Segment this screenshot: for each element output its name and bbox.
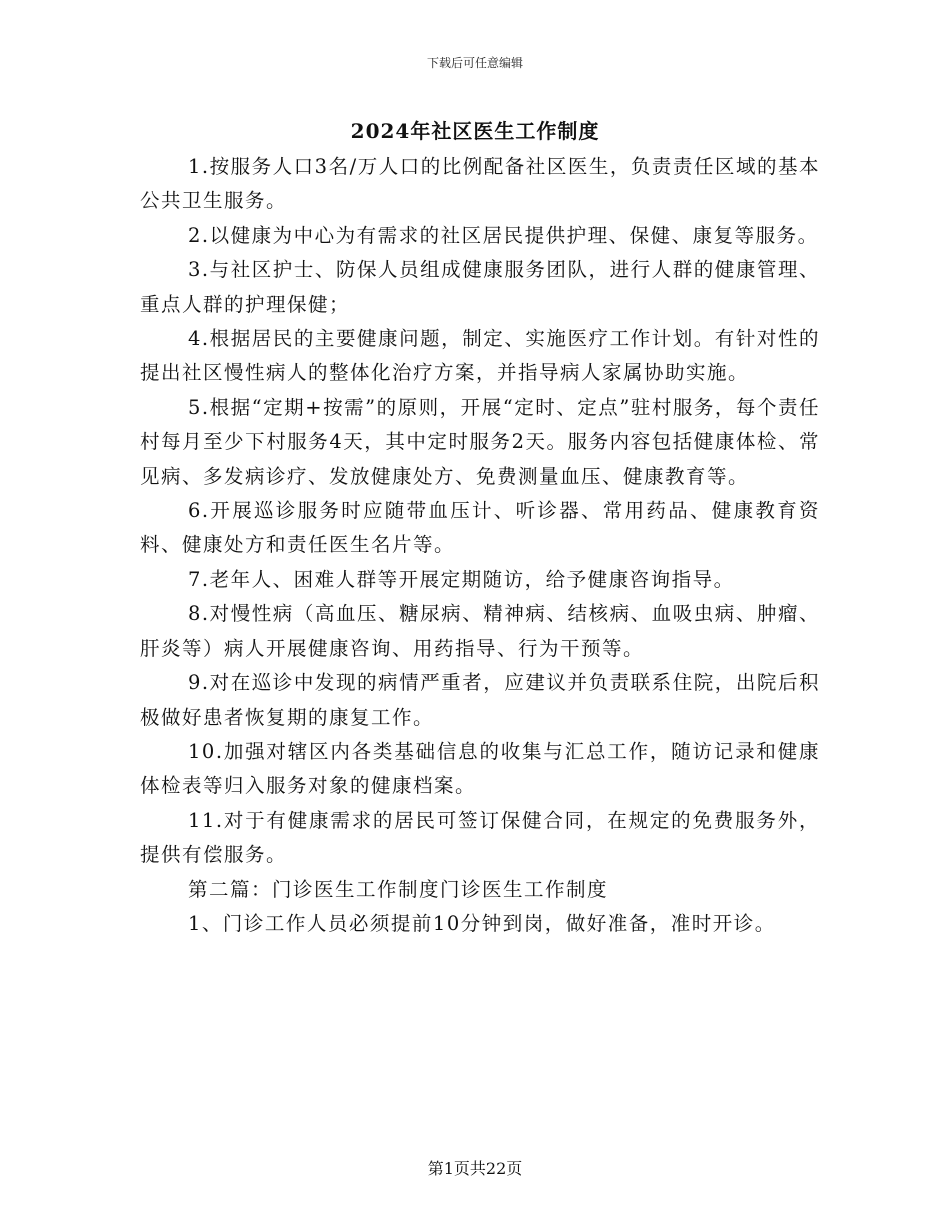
paragraph: 10.加强对辖区内各类基础信息的收集与汇总工作，随访记录和健康体检表等归入服务对象的健康档案。 [140,739,820,798]
paragraph: 1、门诊工作人员必须提前10分钟到岗，做好准备，准时开诊。 [188,911,776,935]
section-heading: 第二篇：门诊医生工作制度门诊医生工作制度 [188,877,609,901]
paragraph: 11.对于有健康需求的居民可签订保健合同，在规定的免费服务外，提供有偿服务。 [140,808,820,867]
document-title: 2024年社区医生工作制度 [350,119,600,143]
paragraph: 7.老年人、困难人群等开展定期随访，给予健康咨询指导。 [188,567,735,591]
paragraph: 4.根据居民的主要健康问题，制定、实施医疗工作计划。有针对性的提出社区慢性病人的整体化治疗方案，并指导病人家属协助实施。 [140,327,820,385]
paragraph: 6.开展巡诊服务时应随带血压计、听诊器、常用药品、健康教育资料、健康处方和责任医生名片等。 [140,499,820,557]
paragraph: 8.对慢性病（高血压、糖尿病、精神病、结核病、血吸虫病、肿瘤、肝炎等）病人开展健康咨询、用药指导、行为干预等。 [140,602,820,660]
paragraph: 5.根据“定期+按需”的原则，开展“定时、定点”驻村服务，每个责任村每月至少下村服务4天，其中定时服务2天。服务内容包括健康体检、常见病、多发病诊疗、发放健康处方、免费测量血压、健康教育等。 [140,395,820,488]
paragraph: 2.以健康为中心为有需求的社区居民提供护理、保健、康复等服务。 [188,223,819,247]
document-body [140,150,820,941]
page-header: 下载后可任意编辑 [426,56,523,70]
paragraph: 9.对在巡诊中发现的病情严重者，应建议并负责联系住院，出院后积极做好患者恢复期的康复工作。 [140,671,820,729]
page-footer: 第1页共22页 [427,1159,523,1178]
paragraph: 3.与社区护士、防保人员组成健康服务团队，进行人群的健康管理、重点人群的护理保健； [140,258,820,316]
paragraph: 1.按服务人口3名/万人口的比例配备社区医生，负责责任区域的基本公共卫生服务。 [140,155,820,213]
